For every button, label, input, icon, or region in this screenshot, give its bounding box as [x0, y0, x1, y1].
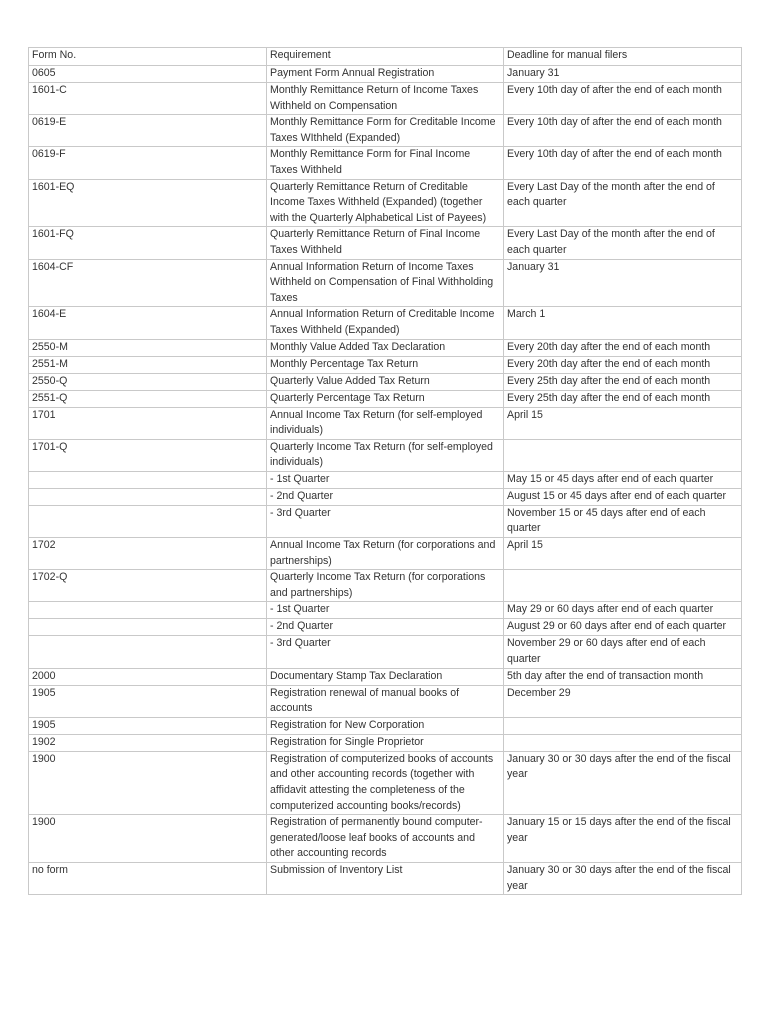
requirement-cell: Quarterly Value Added Tax Return	[267, 373, 504, 390]
deadline-cell: Every 20th day after the end of each month	[504, 339, 742, 356]
table-row	[29, 636, 742, 668]
requirement-cell: Quarterly Percentage Tax Return	[267, 390, 504, 407]
table-row	[29, 227, 742, 259]
deadline-cell: January 31	[504, 66, 742, 83]
table-row	[29, 602, 742, 619]
deadline-cell: Every Last Day of the month after the end of each quarter	[504, 227, 742, 259]
table-row	[29, 619, 742, 636]
table-row	[29, 373, 742, 390]
deadline-cell: March 1	[504, 307, 742, 339]
header-deadline: Deadline for manual filers	[504, 48, 742, 66]
deadline-cell: Every 20th day after the end of each month	[504, 356, 742, 373]
form-no-cell: 1900	[29, 815, 267, 863]
requirement-cell: Registration for New Corporation	[267, 717, 504, 734]
requirement-cell: Documentary Stamp Tax Declaration	[267, 668, 504, 685]
form-no-cell: 1601-FQ	[29, 227, 267, 259]
form-no-cell: 1604-CF	[29, 259, 267, 307]
table-row	[29, 815, 742, 863]
form-no-cell: 1905	[29, 685, 267, 717]
table-row	[29, 751, 742, 814]
requirement-cell: Quarterly Income Tax Return (for self-employed individuals)	[267, 439, 504, 471]
form-no-cell: 2000	[29, 668, 267, 685]
header-requirement: Requirement	[267, 48, 504, 66]
deadline-cell: 5th day after the end of transaction month	[504, 668, 742, 685]
table-row	[29, 668, 742, 685]
deadline-cell: Every 10th day of after the end of each month	[504, 83, 742, 115]
requirement-cell: Quarterly Remittance Return of Final Income Taxes Withheld	[267, 227, 504, 259]
form-no-cell: 0619-E	[29, 115, 267, 147]
table-row	[29, 339, 742, 356]
table-header-row	[29, 48, 742, 66]
requirement-cell: Monthly Value Added Tax Declaration	[267, 339, 504, 356]
deadline-cell	[504, 734, 742, 751]
deadline-cell: April 15	[504, 407, 742, 439]
form-no-cell: 1702	[29, 538, 267, 570]
form-no-cell: 1900	[29, 751, 267, 814]
table-row	[29, 259, 742, 307]
requirement-cell: - 2nd Quarter	[267, 619, 504, 636]
deadline-cell	[504, 439, 742, 471]
table-body	[29, 66, 742, 895]
requirement-cell: Quarterly Income Tax Return (for corporations and partnerships)	[267, 570, 504, 602]
form-no-cell: 1702-Q	[29, 570, 267, 602]
form-no-cell: 0605	[29, 66, 267, 83]
form-no-cell: 1902	[29, 734, 267, 751]
table-row	[29, 505, 742, 537]
table-row	[29, 685, 742, 717]
requirement-cell: Annual Income Tax Return (for corporations and partnerships)	[267, 538, 504, 570]
requirement-cell: Registration of computerized books of accounts and other accounting records (together with affidavit attesting the completeness of the computerized accounting books/records)	[267, 751, 504, 814]
requirement-cell: Registration renewal of manual books of accounts	[267, 685, 504, 717]
form-no-cell: 2551-Q	[29, 390, 267, 407]
requirement-cell: - 1st Quarter	[267, 471, 504, 488]
table-row	[29, 439, 742, 471]
table-row	[29, 83, 742, 115]
form-no-cell	[29, 636, 267, 668]
requirement-cell: Annual Information Return of Creditable Income Taxes Withheld (Expanded)	[267, 307, 504, 339]
table-row	[29, 488, 742, 505]
table-row	[29, 538, 742, 570]
form-no-cell: 0619-F	[29, 147, 267, 179]
table-row	[29, 115, 742, 147]
deadline-cell: April 15	[504, 538, 742, 570]
requirement-cell: Monthly Remittance Return of Income Taxes Withheld on Compensation	[267, 83, 504, 115]
requirement-cell: - 1st Quarter	[267, 602, 504, 619]
deadline-cell: November 15 or 45 days after end of each quarter	[504, 505, 742, 537]
form-no-cell: 1905	[29, 717, 267, 734]
deadline-cell: August 29 or 60 days after end of each quarter	[504, 619, 742, 636]
form-no-cell: 1601-EQ	[29, 179, 267, 227]
table-row	[29, 307, 742, 339]
deadline-cell: December 29	[504, 685, 742, 717]
table-row	[29, 390, 742, 407]
form-no-cell: 2550-Q	[29, 373, 267, 390]
requirement-cell: Monthly Remittance Form for Creditable Income Taxes WIthheld (Expanded)	[267, 115, 504, 147]
table-row	[29, 471, 742, 488]
requirement-cell: Annual Information Return of Income Taxes Withheld on Compensation of Final Withholding Taxes	[267, 259, 504, 307]
deadline-cell: August 15 or 45 days after end of each quarter	[504, 488, 742, 505]
form-no-cell: 1701-Q	[29, 439, 267, 471]
deadline-cell: Every 10th day of after the end of each month	[504, 115, 742, 147]
deadline-cell: January 30 or 30 days after the end of the fiscal year	[504, 751, 742, 814]
deadline-cell: January 30 or 30 days after the end of the fiscal year	[504, 862, 742, 894]
table-row	[29, 66, 742, 83]
form-no-cell: 2551-M	[29, 356, 267, 373]
deadline-cell: Every 25th day after the end of each month	[504, 390, 742, 407]
form-no-cell	[29, 505, 267, 537]
deadline-cell: November 29 or 60 days after end of each quarter	[504, 636, 742, 668]
form-no-cell	[29, 488, 267, 505]
requirement-cell: - 3rd Quarter	[267, 636, 504, 668]
form-no-cell: 1701	[29, 407, 267, 439]
requirement-cell: - 2nd Quarter	[267, 488, 504, 505]
tax-deadlines-table	[28, 47, 742, 895]
table-row	[29, 147, 742, 179]
form-no-cell	[29, 619, 267, 636]
requirement-cell: Registration of permanently bound computer-generated/loose leaf books of accounts and other accounting records	[267, 815, 504, 863]
table-row	[29, 356, 742, 373]
form-no-cell: no form	[29, 862, 267, 894]
table-row	[29, 407, 742, 439]
table-row	[29, 734, 742, 751]
form-no-cell	[29, 602, 267, 619]
requirement-cell: Submission of Inventory List	[267, 862, 504, 894]
deadline-cell: May 29 or 60 days after end of each quarter	[504, 602, 742, 619]
requirement-cell: Quarterly Remittance Return of Creditable Income Taxes Withheld (Expanded) (together with the Quarterly Alphabetical List of Payees)	[267, 179, 504, 227]
deadline-cell: Every Last Day of the month after the end of each quarter	[504, 179, 742, 227]
requirement-cell: Registration for Single Proprietor	[267, 734, 504, 751]
requirement-cell: Monthly Percentage Tax Return	[267, 356, 504, 373]
form-no-cell: 2550-M	[29, 339, 267, 356]
table-row	[29, 179, 742, 227]
deadline-cell: January 31	[504, 259, 742, 307]
deadline-cell: Every 10th day of after the end of each month	[504, 147, 742, 179]
table-row	[29, 717, 742, 734]
form-no-cell: 1604-E	[29, 307, 267, 339]
deadline-cell: Every 25th day after the end of each month	[504, 373, 742, 390]
requirement-cell: Annual Income Tax Return (for self-employed individuals)	[267, 407, 504, 439]
deadline-cell: January 15 or 15 days after the end of the fiscal year	[504, 815, 742, 863]
form-no-cell	[29, 471, 267, 488]
table-row	[29, 862, 742, 894]
deadline-cell	[504, 717, 742, 734]
table-row	[29, 570, 742, 602]
header-form-no: Form No.	[29, 48, 267, 66]
deadline-cell	[504, 570, 742, 602]
requirement-cell: Monthly Remittance Form for Final Income Taxes Withheld	[267, 147, 504, 179]
form-no-cell: 1601-C	[29, 83, 267, 115]
requirement-cell: Payment Form Annual Registration	[267, 66, 504, 83]
deadline-cell: May 15 or 45 days after end of each quarter	[504, 471, 742, 488]
requirement-cell: - 3rd Quarter	[267, 505, 504, 537]
